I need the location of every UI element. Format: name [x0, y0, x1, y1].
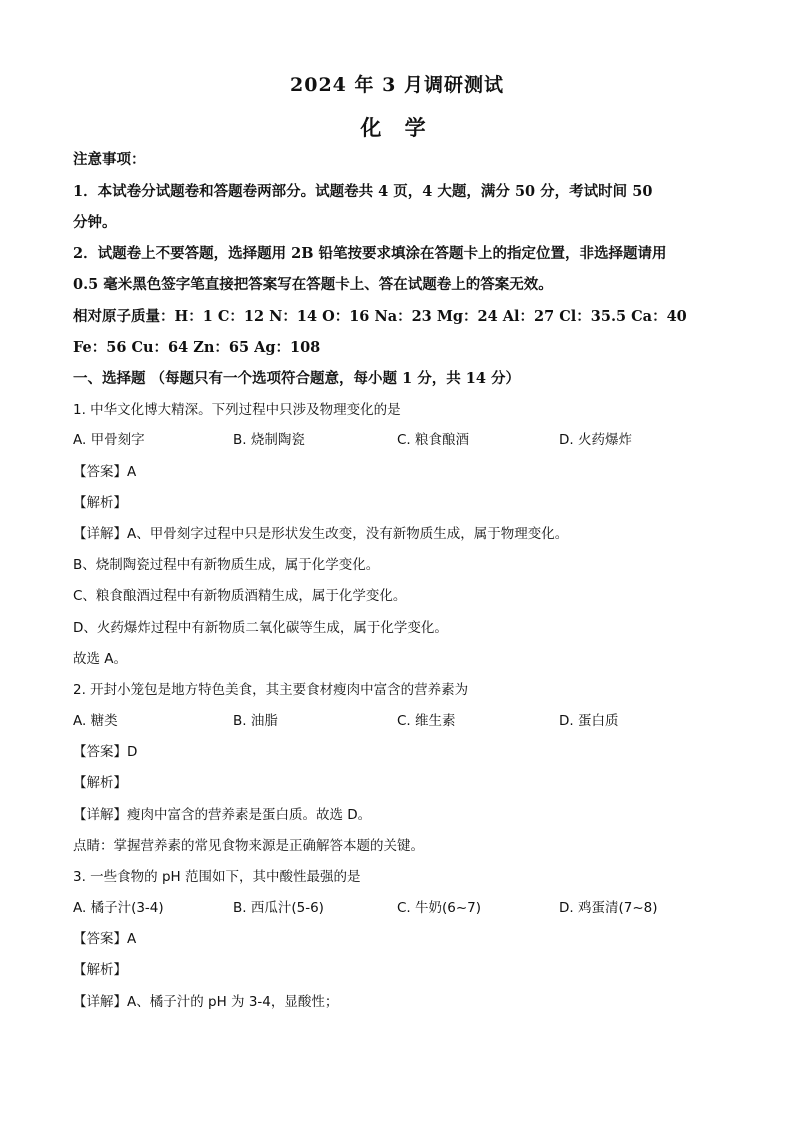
notes-item-2-line-1: 2．试题卷上不要答题，选择题用 2B 铅笔按要求填涂在答题卡上的指定位置，非选择题请用 [73, 245, 667, 262]
question-3-stem: 3. 一些食物的 pH 范围如下，其中酸性最强的是 [73, 869, 361, 885]
question-3-detail: 【详解】A、橘子汁的 pH 为 3-4，显酸性； [73, 994, 339, 1010]
section-heading: 一、选择题 （每题只有一个选项符合题意，每小题 1 分，共 14 分） [73, 370, 521, 387]
notes-item-1-line-1: 1．本试卷分试题卷和答题卷两部分。试题卷共 4 页，4 大题，满分 50 分，考试时间 50 [73, 183, 653, 200]
question-3-answer: 【答案】A [73, 931, 137, 947]
atomic-mass-line-1: 相对原子质量：H：1 C：12 N：14 O：16 Na：23 Mg：24 Al：27 Cl：35.5 Ca：40 [73, 308, 687, 325]
question-1-detail-d: D、火药爆炸过程中有新物质二氧化碳等生成，属于化学变化。 [73, 620, 448, 636]
question-2-stem: 2. 开封小笼包是地方特色美食，其主要食材瘦肉中富含的营养素为 [73, 682, 469, 698]
question-3-analysis: 【解析】 [73, 962, 127, 978]
question-2-detail: 【详解】瘦肉中富含的营养素是蛋白质。故选 D。 [73, 807, 372, 823]
atomic-mass-line-2: Fe：56 Cu：64 Zn：65 Ag：108 [73, 339, 321, 356]
question-1-conclusion: 故选 A。 [73, 651, 128, 667]
question-1-options [73, 430, 753, 450]
subject-title: 化 学 [360, 115, 434, 140]
option-c: C. 维生素 [397, 713, 456, 729]
option-b: B. 油脂 [233, 713, 278, 729]
question-1-detail: 【详解】A、甲骨刻字过程中只是形状发生改变，没有新物质生成，属于物理变化。 [73, 526, 569, 542]
question-2-analysis: 【解析】 [73, 775, 127, 791]
notes-heading: 注意事项： [73, 151, 146, 168]
option-a: A. 橘子汁(3-4) [73, 900, 164, 916]
notes-item-1-line-2: 分钟。 [73, 214, 117, 231]
question-1-answer: 【答案】A [73, 464, 137, 480]
question-1-detail-c: C、粮食酿酒过程中有新物质酒精生成，属于化学变化。 [73, 588, 407, 604]
question-1-stem: 1. 中华文化博大精深。下列过程中只涉及物理变化的是 [73, 402, 401, 418]
option-d: D. 鸡蛋清(7~8) [559, 900, 658, 916]
question-3-options [73, 898, 753, 918]
question-2-answer: 【答案】D [73, 744, 138, 760]
option-c: C. 粮食酿酒 [397, 432, 470, 448]
exam-title: 2024 年 3 月调研测试 [290, 74, 504, 96]
option-c: C. 牛奶(6~7) [397, 900, 482, 916]
notes-item-2-line-2: 0.5 毫米黑色签字笔直接把答案写在答题卡上、答在试题卷上的答案无效。 [73, 276, 553, 293]
option-d: D. 蛋白质 [559, 713, 619, 729]
option-b: B. 西瓜汁(5-6) [233, 900, 324, 916]
option-d: D. 火药爆炸 [559, 432, 632, 448]
question-1-detail-b: B、烧制陶瓷过程中有新物质生成，属于化学变化。 [73, 557, 380, 573]
question-2-tip: 点睛：掌握营养素的常见食物来源是正确解答本题的关键。 [73, 838, 424, 854]
option-a: A. 甲骨刻字 [73, 432, 145, 448]
question-1-analysis: 【解析】 [73, 495, 127, 511]
question-2-options [73, 711, 753, 731]
option-b: B. 烧制陶瓷 [233, 432, 305, 448]
option-a: A. 糖类 [73, 713, 118, 729]
